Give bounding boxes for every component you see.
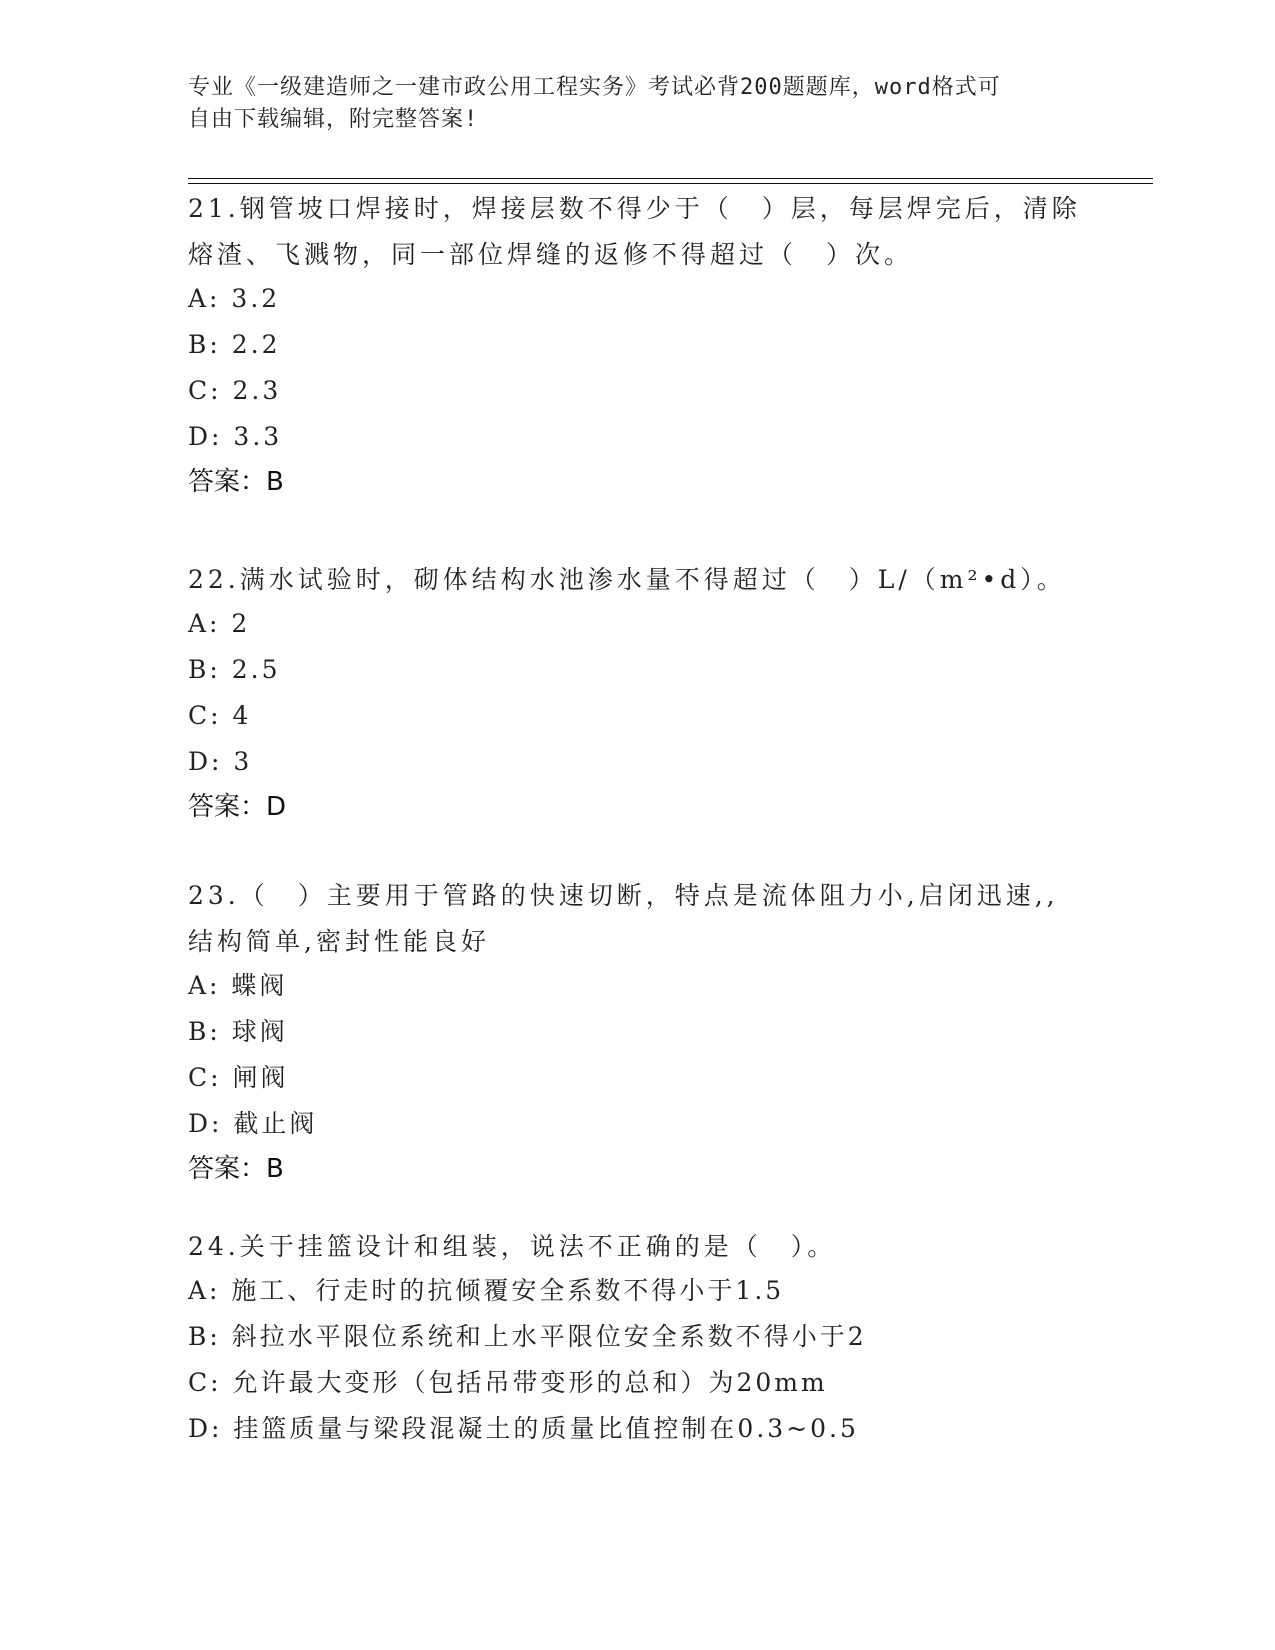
- option-b: B: 球阀: [188, 1017, 288, 1046]
- option-d: D: 3.3: [188, 422, 283, 451]
- option-d: D: 挂篮质量与梁段混凝土的质量比值控制在0.3~0.5: [188, 1414, 859, 1443]
- option-d: D: 截止阀: [188, 1109, 318, 1138]
- option-c: C: 允许最大变形（包括吊带变形的总和）为20mm: [188, 1368, 828, 1397]
- option-a: A: 施工、行走时的抗倾覆安全系数不得小于1.5: [188, 1276, 785, 1305]
- answer-label: 答案：D: [188, 792, 287, 822]
- header-divider-top: [188, 178, 1153, 179]
- answer-label: 答案：B: [188, 1154, 284, 1184]
- option-a: A: 2: [188, 609, 251, 638]
- question-stem-line-2: 熔渣、飞溅物，同一部位焊缝的返修不得超过（ ）次。: [188, 240, 914, 269]
- option-b: B: 2.2: [188, 330, 281, 359]
- answer-label: 答案：B: [188, 467, 284, 497]
- option-a: A: 蝶阀: [188, 971, 288, 1000]
- option-c: C: 2.3: [188, 376, 282, 405]
- option-c: C: 闸阀: [188, 1063, 289, 1092]
- question-23: [188, 873, 1088, 1191]
- option-d: D: 3: [188, 747, 253, 776]
- option-c: C: 4: [188, 701, 252, 730]
- option-a: A: 3.2: [188, 284, 281, 313]
- question-24: [188, 1224, 1088, 1452]
- header-divider-bottom: [188, 183, 1153, 184]
- header-title-line-2: 自由下载编辑，附完整答案!: [188, 107, 479, 132]
- question-stem-line-1: 22.满水试验时，砌体结构水池渗水量不得超过（ ）L/（m²•d）。: [188, 565, 1066, 594]
- document-header: [188, 72, 1068, 136]
- question-stem-line-1: 21.钢管坡口焊接时，焊接层数不得少于（ ）层，每层焊完后，清除: [188, 194, 1081, 223]
- question-22: [188, 557, 1088, 829]
- question-21: [188, 186, 1088, 504]
- option-b: B: 斜拉水平限位系统和上水平限位安全系数不得小于2: [188, 1322, 867, 1351]
- header-title-line-1: 专业《一级建造师之一建市政公用工程实务》考试必背200题题库，word格式可: [188, 75, 1001, 100]
- question-stem-line-1: 24.关于挂篮设计和组装，说法不正确的是（ ）。: [188, 1232, 837, 1261]
- question-stem-line-2: 结构简单,密封性能良好: [188, 927, 490, 956]
- question-stem-line-1: 23.（ ）主要用于管路的快速切断，特点是流体阻力小,启闭迅速,,: [188, 881, 1059, 910]
- option-b: B: 2.5: [188, 655, 281, 684]
